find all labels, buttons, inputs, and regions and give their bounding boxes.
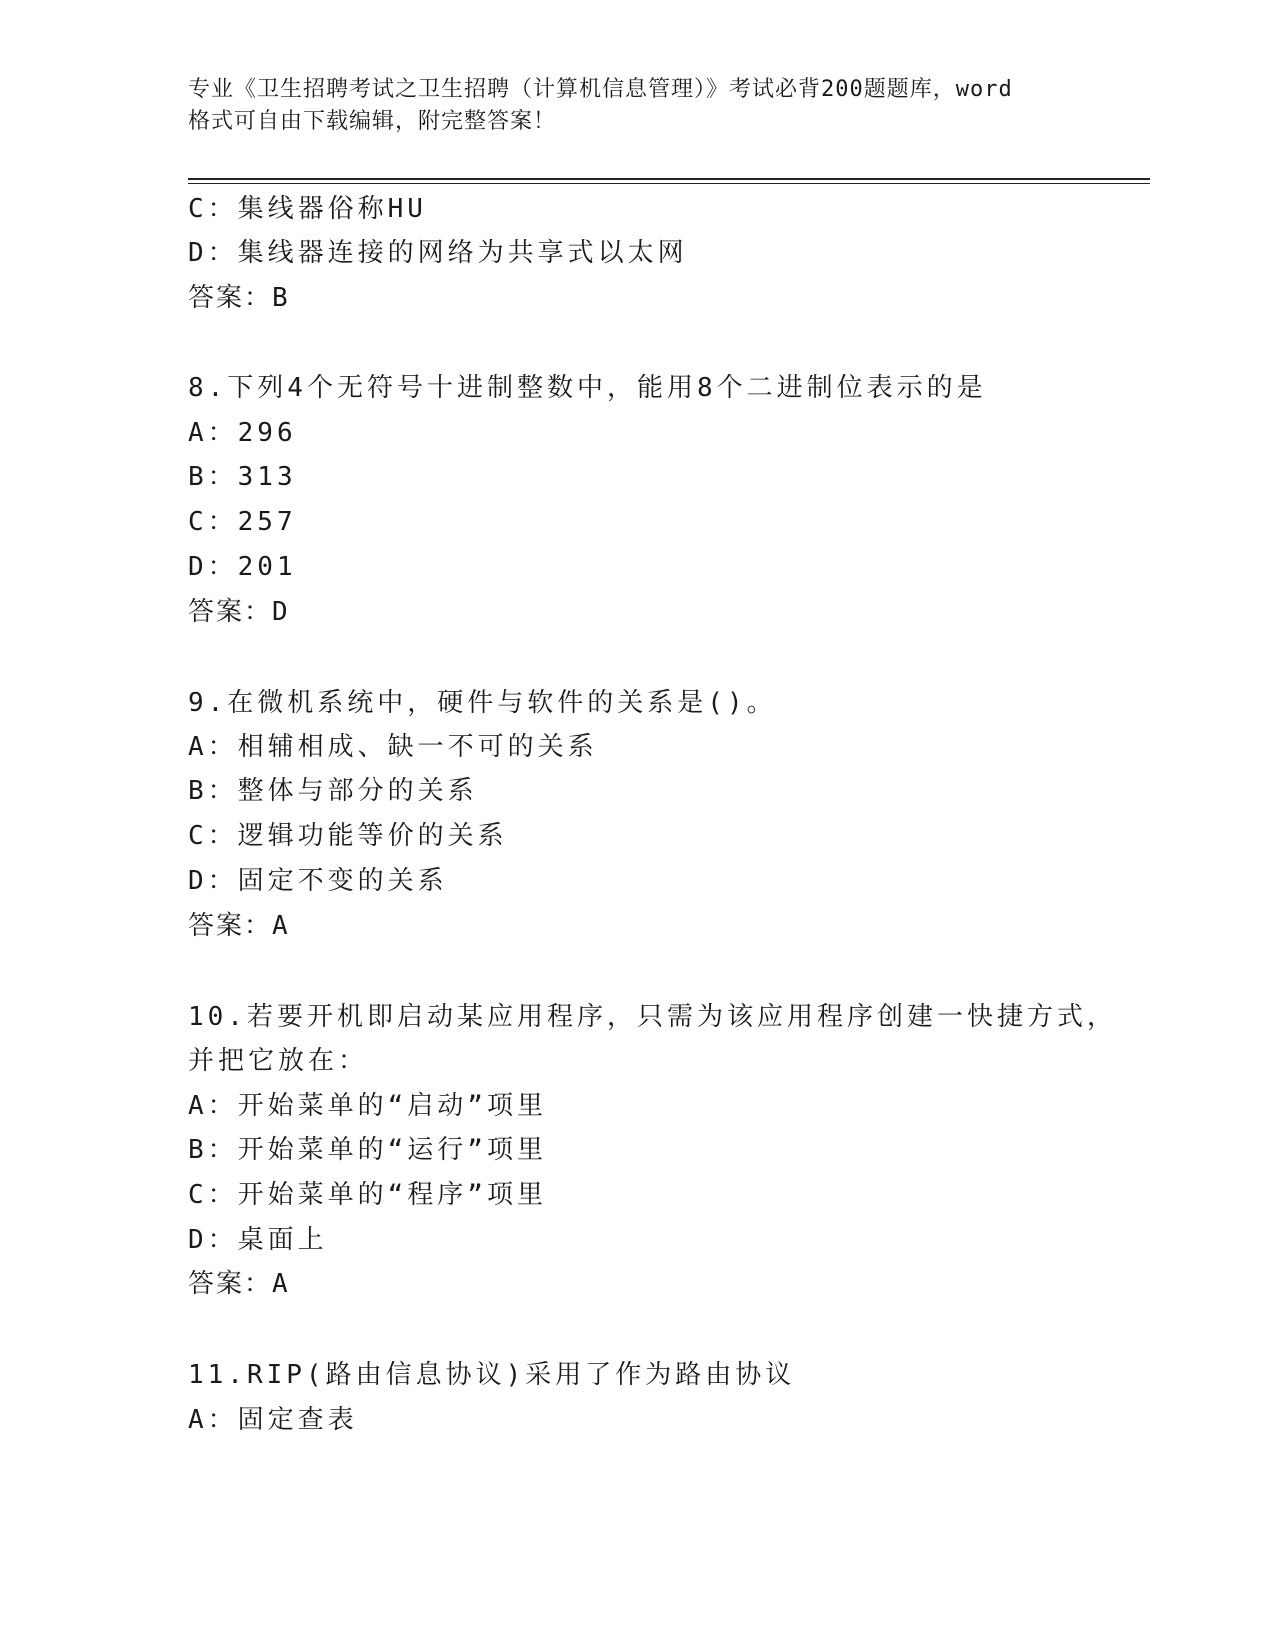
header-line-1: 专业《卫生招聘考试之卫生招聘（计算机信息管理）》考试必背200题题库，word [188,77,1013,102]
document-header [188,74,1088,138]
q9-option-c: C：逻辑功能等价的关系 [188,821,508,851]
header-divider-thin [188,183,1150,184]
q10-question-line-1: 10.若要开机即启动某应用程序，只需为该应用程序创建一快捷方式， [188,1002,1117,1032]
q8-question: 8.下列4个无符号十进制整数中，能用8个二进制位表示的是 [188,373,987,403]
header-line-2: 格式可自由下载编辑，附完整答案！ [188,109,557,134]
q9-answer: 答案：A [188,911,290,941]
q8-option-a: A：296 [188,418,297,448]
q10-question-line-2: 并把它放在： [188,1046,369,1076]
q10-option-c: C：开始菜单的“程序”项里 [188,1180,547,1210]
q9-option-a: A：相辅相成、缺一不可的关系 [188,732,598,762]
q8-option-b: B：313 [188,462,297,492]
header-divider-thick [188,178,1150,180]
q11-option-a: A：固定查表 [188,1405,358,1435]
q7-option-d: D：集线器连接的网络为共享式以太网 [188,238,688,268]
q11-question: 11.RIP(路由信息协议)采用了作为路由协议 [188,1360,796,1390]
q8-option-c: C：257 [188,507,297,537]
q10-option-b: B：开始菜单的“运行”项里 [188,1135,547,1165]
q7-option-c: C：集线器俗称HU [188,194,427,224]
q9-option-b: B：整体与部分的关系 [188,776,478,806]
q8-option-d: D：201 [188,552,297,582]
q10-option-a: A：开始菜单的“启动”项里 [188,1091,547,1121]
q8-answer: 答案：D [188,597,290,627]
q10-option-d: D：桌面上 [188,1225,328,1255]
q9-question: 9.在微机系统中，硬件与软件的关系是()。 [188,688,777,718]
q10-answer: 答案：A [188,1269,290,1299]
q7-answer: 答案：B [188,283,290,313]
q9-option-d: D：固定不变的关系 [188,866,448,896]
